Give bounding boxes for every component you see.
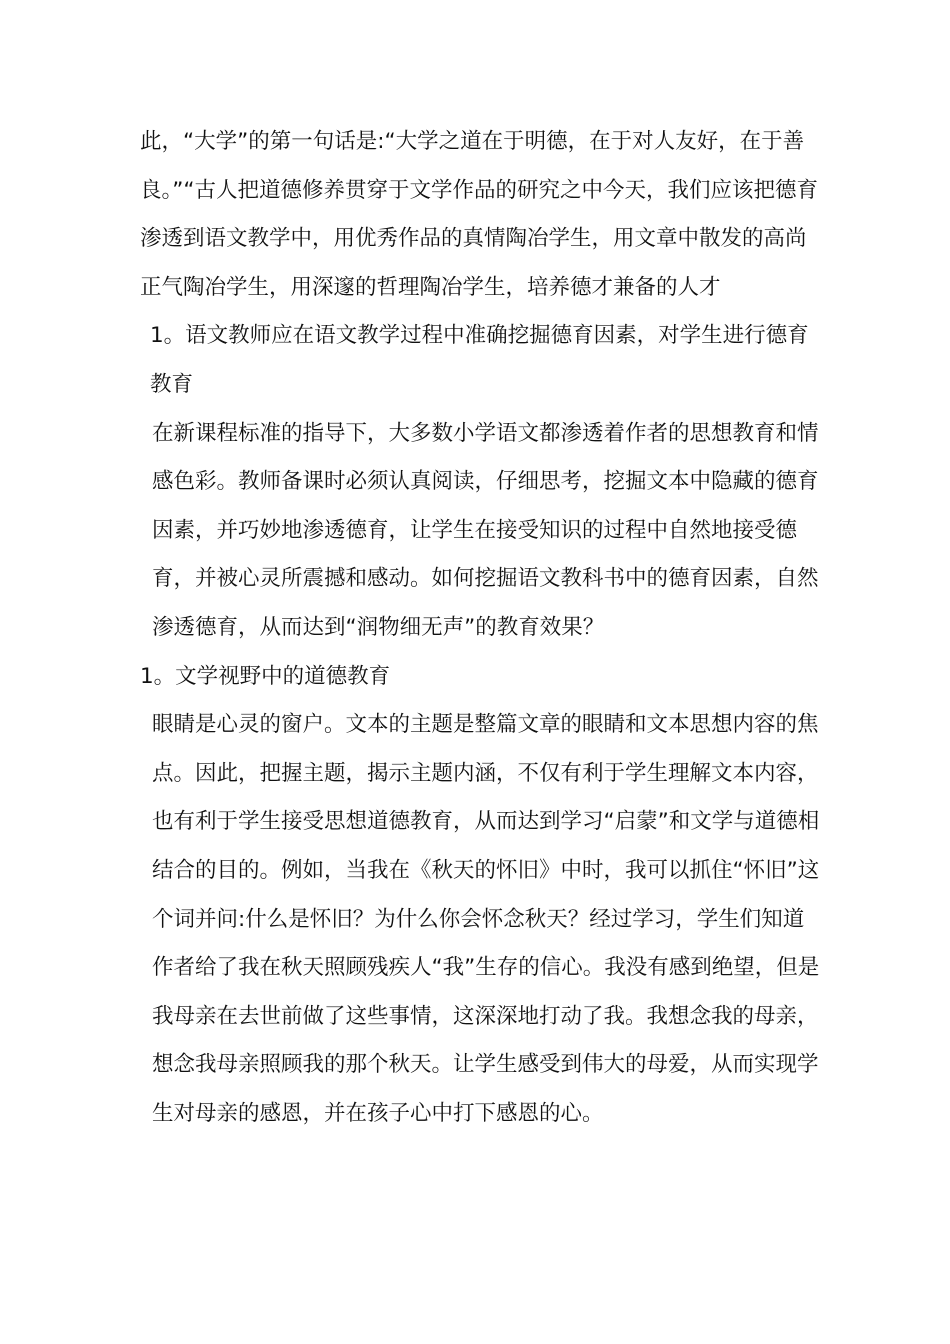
- intro-continuation-paragraph: 此，“大学”的第一句话是:“大学之道在于明德，在于对人友好，在于善良。”“古人把道德修养贯穿于文学作品的研究之中今天，我们应该把德育渗透到语文教学中，用优秀作品的真情陶冶学生，用文章中散发的高尚正气陶冶学生，用深邃的哲理陶冶学生，培养德才兼备的人才: [140, 129, 819, 300]
- body-paragraph: 眼睛是心灵的窗户。文本的主题是整篇文章的眼睛和文本思想内容的焦点。因此，把握主题，揭示主题内涵，不仅有利于学生理解文本内容，也有利于学生接受思想道德教育，从而达到学习“启蒙”和文学与道德相结合的目的。例如，当我在《秋天的怀旧》中时，我可以抓住“怀旧”这个词并问:什么是怀旧？为什么你会怀念秋天？经过学习，学生们知道作者给了我在秋天照顾残疾人“我”生存的信心。我没有感到绝望，但是我母亲在去世前做了这些事情，这深深地打动了我。我想念我的母亲，想念我母亲照顾我的那个秋天。让学生感受到伟大的母爱，从而实现学生对母亲的感恩，并在孩子心中打下感恩的心。: [152, 712, 820, 1126]
- sub-heading: 1。文学视野中的道德教育: [140, 663, 391, 689]
- body-paragraph: 在新课程标准的指导下，大多数小学语文都渗透着作者的思想教育和情感色彩。教师备课时必须认真阅读，仔细思考，挖掘文本中隐藏的德育因素，并巧妙地渗透德育，让学生在接受知识的过程中自然地接受德育，并被心灵所震撼和感动。如何挖掘语文教科书中的德育因素，自然渗透德育，从而达到“润物细无声”的教育效果？: [152, 420, 819, 640]
- document-body: [140, 118, 820, 1138]
- section-heading: 1。语文教师应在语文教学过程中准确挖掘德育因素，对学生进行德育教育: [150, 323, 809, 397]
